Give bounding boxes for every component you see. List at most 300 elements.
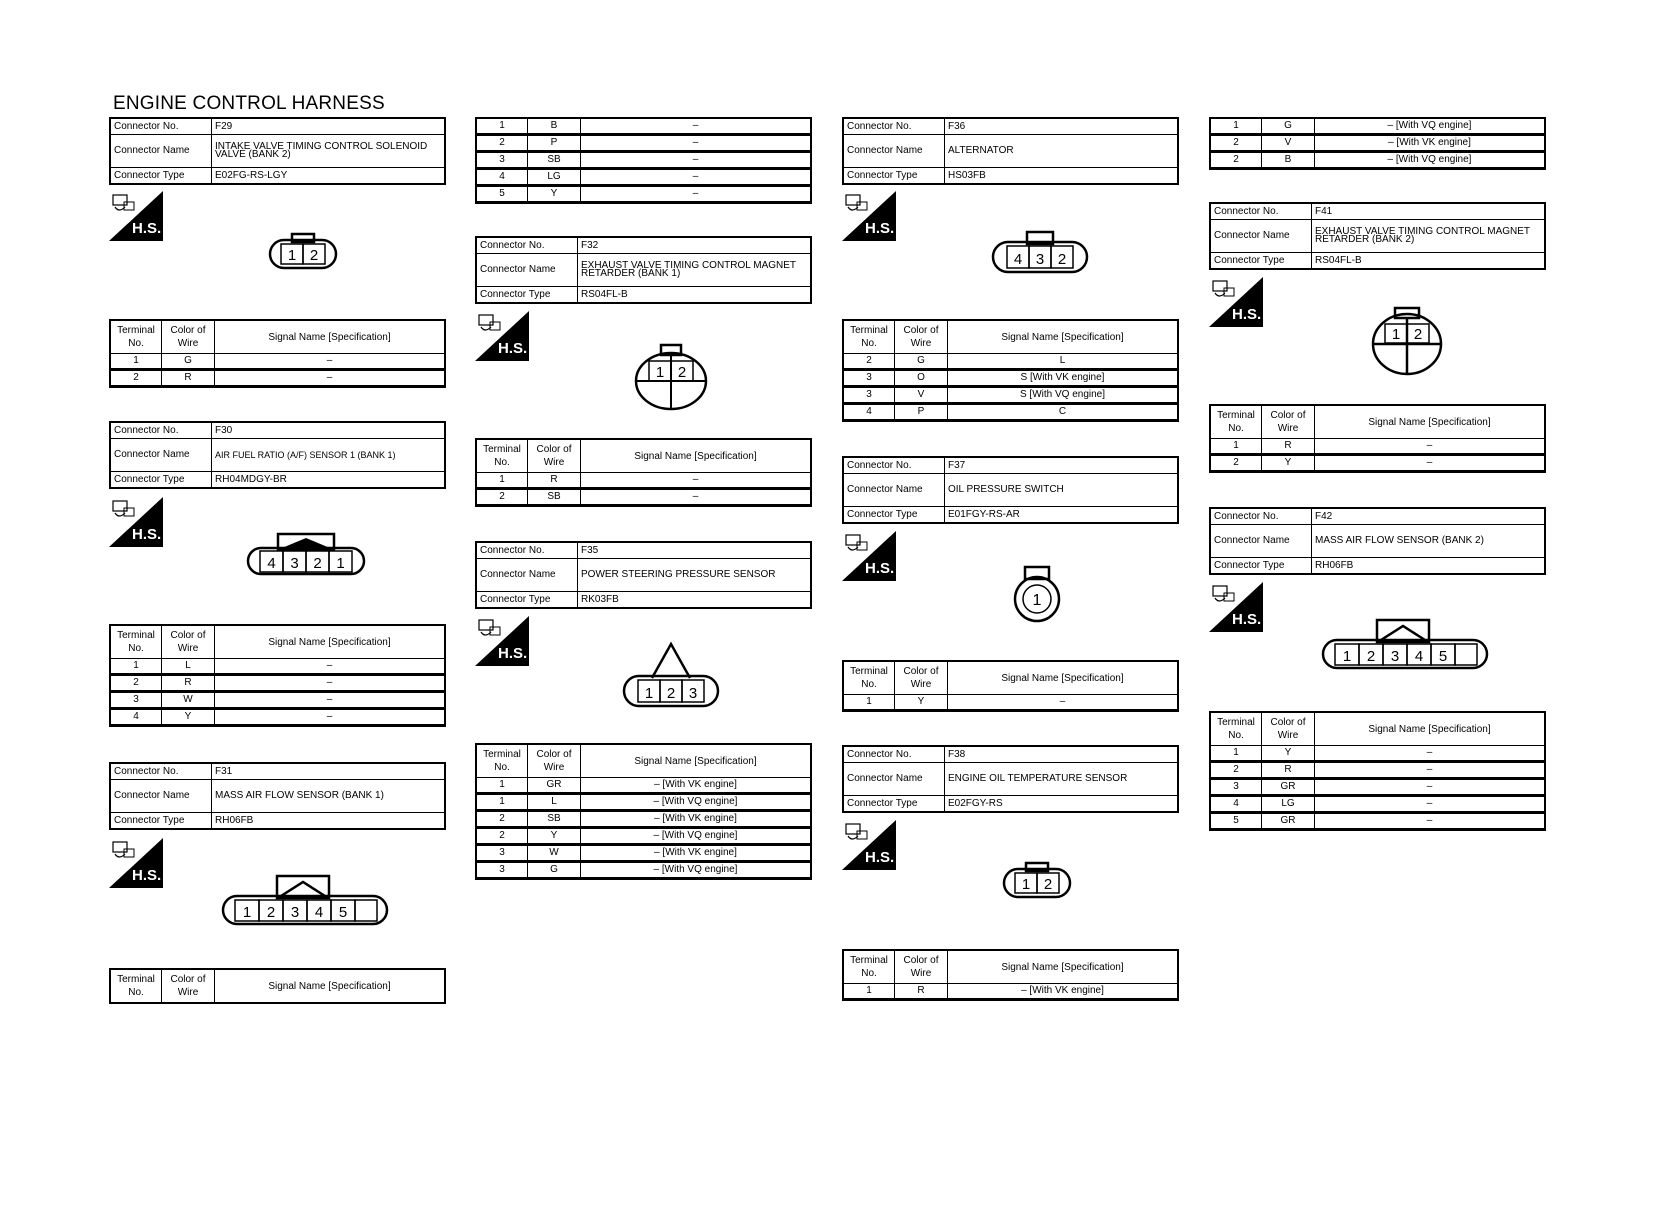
connector-no-label: Connector No. bbox=[843, 746, 945, 763]
terminal-no-header: Terminal No. bbox=[843, 320, 895, 354]
pin-number: 4 bbox=[267, 555, 276, 572]
connector-name-label: Connector Name bbox=[110, 439, 212, 472]
signal-name: – bbox=[215, 354, 446, 370]
terminal-table-f41 bbox=[1209, 404, 1546, 473]
pin-number: 2 bbox=[666, 685, 676, 702]
signal-name: S [With VK engine] bbox=[948, 370, 1179, 387]
connector-face bbox=[1012, 565, 1062, 623]
table-row bbox=[1210, 455, 1545, 472]
terminal-table-f29 bbox=[109, 319, 446, 388]
signal-name: – bbox=[1315, 813, 1546, 830]
terminal-table-f31 bbox=[109, 968, 446, 1004]
terminal-no: 2 bbox=[476, 828, 528, 845]
table-row bbox=[476, 169, 811, 186]
color-header: Color of Wire bbox=[162, 320, 215, 354]
continuation-table bbox=[475, 117, 812, 204]
connector-no-value: F30 bbox=[212, 422, 446, 439]
connector-type-label: Connector Type bbox=[476, 592, 578, 609]
signal-name: – [With VQ engine] bbox=[1315, 152, 1546, 169]
hs-label: H.S. bbox=[865, 560, 895, 577]
pin-number: 2 bbox=[309, 247, 319, 264]
signal-name: – [With VK engine] bbox=[581, 778, 812, 794]
terminal-no: 3 bbox=[110, 692, 162, 709]
signal-header: Signal Name [Specification] bbox=[1315, 712, 1546, 746]
wire-color: Y bbox=[162, 709, 215, 726]
signal-name: – bbox=[581, 169, 812, 186]
signal-header: Signal Name [Specification] bbox=[581, 744, 812, 778]
pin-number: 1 bbox=[287, 247, 297, 264]
hs-label: H.S. bbox=[132, 526, 162, 543]
signal-name: S [With VQ engine] bbox=[948, 387, 1179, 404]
signal-name: – bbox=[581, 135, 812, 152]
wire-color: P bbox=[528, 135, 581, 152]
terminal-no-header: Terminal No. bbox=[110, 625, 162, 659]
terminal-no: 1 bbox=[843, 695, 895, 711]
color-header: Color of Wire bbox=[528, 439, 581, 473]
wire-color: V bbox=[1262, 135, 1315, 152]
signal-name: – bbox=[1315, 779, 1546, 796]
terminal-no: 1 bbox=[110, 659, 162, 675]
connector-type-value: RS04FL-B bbox=[578, 287, 812, 304]
color-header: Color of Wire bbox=[528, 744, 581, 778]
pin-number: 2 bbox=[1043, 876, 1053, 893]
connector-name-label: Connector Name bbox=[476, 559, 578, 592]
wire-color: Y bbox=[1262, 746, 1315, 762]
connector-no-value: F37 bbox=[945, 457, 1179, 474]
connector-face bbox=[221, 874, 389, 928]
table-row bbox=[476, 473, 811, 489]
table-row bbox=[476, 186, 811, 203]
connector-type-label: Connector Type bbox=[110, 472, 212, 489]
connector-type-value: RS04FL-B bbox=[1312, 253, 1546, 270]
pin-number: 2 bbox=[313, 555, 322, 572]
wire-color: Y bbox=[1262, 455, 1315, 472]
table-row bbox=[843, 695, 1178, 711]
wire-color: B bbox=[1262, 152, 1315, 169]
hs-label: H.S. bbox=[132, 867, 162, 884]
pin-number: 1 bbox=[644, 685, 654, 702]
terminal-no: 3 bbox=[843, 370, 895, 387]
table-row bbox=[476, 118, 811, 135]
harness-side-icon bbox=[842, 191, 896, 241]
connector-name-value: INTAKE VALVE TIMING CONTROL SOLENOID VALVE (BANK 2) bbox=[212, 135, 446, 168]
connector-type-value: E02FG-RS-LGY bbox=[212, 168, 446, 185]
connector-name-value: MASS AIR FLOW SENSOR (BANK 1) bbox=[212, 780, 446, 813]
pin-number: 1 bbox=[242, 904, 252, 921]
terminal-no: 4 bbox=[843, 404, 895, 421]
connector-f35 bbox=[475, 541, 812, 609]
wire-color: R bbox=[162, 370, 215, 387]
wire-color: V bbox=[895, 387, 948, 404]
connector-info-table bbox=[109, 117, 446, 185]
wire-color: P bbox=[895, 404, 948, 421]
terminal-no: 2 bbox=[110, 675, 162, 692]
terminal-no: 2 bbox=[1210, 152, 1262, 169]
table-row bbox=[1210, 152, 1545, 169]
connector-no-label: Connector No. bbox=[1210, 508, 1312, 525]
connector-f41 bbox=[1209, 202, 1546, 270]
wire-color: G bbox=[895, 354, 948, 370]
harness-side-icon bbox=[842, 531, 896, 581]
table-row bbox=[110, 659, 445, 675]
terminal-no-header: Terminal No. bbox=[110, 320, 162, 354]
signal-name: – bbox=[581, 489, 812, 506]
signal-name: – bbox=[581, 118, 812, 135]
signal-name: – bbox=[215, 709, 446, 726]
wire-color: Y bbox=[528, 186, 581, 203]
signal-name: – bbox=[215, 692, 446, 709]
terminal-no: 2 bbox=[110, 370, 162, 387]
table-row bbox=[110, 675, 445, 692]
page-title: ENGINE CONTROL HARNESS bbox=[113, 93, 385, 114]
terminal-table-f32 bbox=[475, 438, 812, 507]
connector-f36 bbox=[842, 117, 1179, 185]
connector-type-value: RH04MDGY-BR bbox=[212, 472, 446, 489]
connector-no-label: Connector No. bbox=[1210, 203, 1312, 220]
table-row bbox=[110, 692, 445, 709]
hs-label: H.S. bbox=[1232, 306, 1262, 323]
pin-number: 1 bbox=[655, 364, 665, 381]
terminal-no-header: Terminal No. bbox=[1210, 405, 1262, 439]
terminal-no: 1 bbox=[1210, 439, 1262, 455]
signal-name: – bbox=[1315, 455, 1546, 472]
connector-face bbox=[1370, 306, 1444, 376]
table-row bbox=[843, 387, 1178, 404]
connector-diagram-f30 bbox=[246, 532, 366, 583]
signal-name: – bbox=[1315, 796, 1546, 813]
pin-number: 4 bbox=[1013, 251, 1023, 268]
table-row bbox=[1210, 796, 1545, 813]
connector-type-value: HS03FB bbox=[945, 168, 1179, 185]
terminal-no: 1 bbox=[476, 118, 528, 135]
signal-header: Signal Name [Specification] bbox=[948, 661, 1179, 695]
terminal-no: 3 bbox=[476, 862, 528, 879]
signal-name: – bbox=[215, 675, 446, 692]
connector-face bbox=[1321, 618, 1489, 672]
terminal-table-f38 bbox=[842, 949, 1179, 1001]
terminal-table-f36 bbox=[842, 319, 1179, 422]
terminal-no: 2 bbox=[476, 811, 528, 828]
table-row bbox=[843, 370, 1178, 387]
terminal-no: 2 bbox=[843, 354, 895, 370]
pin-number: 2 bbox=[1366, 648, 1376, 665]
hs-label: H.S. bbox=[865, 220, 895, 237]
terminal-table-f35 bbox=[475, 743, 812, 880]
connector-name-label: Connector Name bbox=[843, 763, 945, 796]
connector-f30 bbox=[109, 421, 446, 489]
wire-color: GR bbox=[528, 778, 581, 794]
table-row bbox=[843, 984, 1178, 1000]
color-header: Color of Wire bbox=[1262, 712, 1315, 746]
connector-diagram-f32 bbox=[634, 341, 708, 416]
terminal-no: 2 bbox=[1210, 762, 1262, 779]
connector-no-value: F31 bbox=[212, 763, 446, 780]
hs-label: H.S. bbox=[132, 220, 162, 237]
connector-type-value: E02FGY-RS bbox=[945, 796, 1179, 813]
hs-label: H.S. bbox=[498, 645, 528, 662]
connector-name-value: MASS AIR FLOW SENSOR (BANK 2) bbox=[1312, 525, 1546, 558]
terminal-no-header: Terminal No. bbox=[476, 744, 528, 778]
table-row bbox=[1210, 135, 1545, 152]
wire-color: Y bbox=[895, 695, 948, 711]
connector-no-label: Connector No. bbox=[476, 542, 578, 559]
wire-color: R bbox=[1262, 439, 1315, 455]
harness-side-icon bbox=[842, 820, 896, 870]
table-row bbox=[110, 370, 445, 387]
signal-name: – [With VQ engine] bbox=[581, 828, 812, 845]
terminal-no: 1 bbox=[843, 984, 895, 1000]
connector-face bbox=[991, 230, 1089, 276]
pin-number: 3 bbox=[290, 555, 299, 572]
connector-f31 bbox=[109, 762, 446, 830]
color-header: Color of Wire bbox=[162, 969, 215, 1003]
pin-number: 4 bbox=[1414, 648, 1424, 665]
pin-number: 5 bbox=[1438, 648, 1448, 665]
connector-name-label: Connector Name bbox=[110, 780, 212, 813]
terminal-no: 2 bbox=[476, 489, 528, 506]
terminal-no-header: Terminal No. bbox=[843, 661, 895, 695]
connector-f29 bbox=[109, 117, 446, 185]
wire-color: W bbox=[528, 845, 581, 862]
pin-number: 1 bbox=[336, 555, 345, 572]
connector-no-label: Connector No. bbox=[843, 457, 945, 474]
table-row bbox=[476, 152, 811, 169]
harness-side-icon bbox=[109, 191, 163, 241]
terminal-no: 2 bbox=[1210, 455, 1262, 472]
wire-color: G bbox=[528, 862, 581, 879]
wire-color: L bbox=[528, 794, 581, 811]
signal-header: Signal Name [Specification] bbox=[215, 625, 446, 659]
signal-name: – [With VK engine] bbox=[581, 811, 812, 828]
table-row bbox=[1210, 746, 1545, 762]
connector-type-label: Connector Type bbox=[843, 507, 945, 524]
connector-no-value: F29 bbox=[212, 118, 446, 135]
table-row bbox=[476, 489, 811, 506]
pin-number: 1 bbox=[1391, 326, 1401, 343]
wire-color: G bbox=[162, 354, 215, 370]
signal-name: – bbox=[215, 659, 446, 675]
wire-color: SB bbox=[528, 811, 581, 828]
harness-side-icon bbox=[475, 311, 529, 361]
table-row bbox=[1210, 762, 1545, 779]
terminal-table-f30 bbox=[109, 624, 446, 727]
connector-diagram-f41 bbox=[1370, 306, 1444, 381]
connector-diagram-f29 bbox=[268, 232, 338, 277]
signal-name: – bbox=[581, 152, 812, 169]
pin-number: 3 bbox=[1390, 648, 1400, 665]
connector-f32 bbox=[475, 236, 812, 304]
connector-type-value: E01FGY-RS-AR bbox=[945, 507, 1179, 524]
connector-type-label: Connector Type bbox=[843, 168, 945, 185]
hs-label: H.S. bbox=[1232, 611, 1262, 628]
terminal-no: 3 bbox=[843, 387, 895, 404]
wire-color: R bbox=[162, 675, 215, 692]
connector-type-label: Connector Type bbox=[1210, 558, 1312, 575]
connector-diagram-f31 bbox=[221, 874, 389, 933]
color-header: Color of Wire bbox=[895, 320, 948, 354]
wire-color: Y bbox=[528, 828, 581, 845]
connector-no-value: F42 bbox=[1312, 508, 1546, 525]
pin-number: 1 bbox=[1032, 592, 1042, 609]
signal-name: L bbox=[948, 354, 1179, 370]
connector-diagram-f37 bbox=[1012, 565, 1062, 628]
connector-diagram-f38 bbox=[1002, 861, 1072, 906]
terminal-table-f37 bbox=[842, 660, 1179, 712]
pin-number: 3 bbox=[1035, 251, 1045, 268]
table-row bbox=[843, 354, 1178, 370]
wire-color: G bbox=[1262, 118, 1315, 135]
connector-name-label: Connector Name bbox=[1210, 525, 1312, 558]
connector-name-label: Connector Name bbox=[476, 254, 578, 287]
wire-color: R bbox=[1262, 762, 1315, 779]
terminal-no: 2 bbox=[1210, 135, 1262, 152]
connector-name-value: AIR FUEL RATIO (A/F) SENSOR 1 (BANK 1) bbox=[212, 439, 446, 472]
table-row bbox=[1210, 779, 1545, 796]
wire-color: R bbox=[528, 473, 581, 489]
signal-name: – bbox=[215, 370, 446, 387]
connector-type-label: Connector Type bbox=[476, 287, 578, 304]
continuation-table bbox=[1209, 117, 1546, 170]
connector-diagram-f36 bbox=[991, 230, 1089, 281]
harness-side-icon bbox=[1209, 582, 1263, 632]
signal-name: – bbox=[581, 186, 812, 203]
connector-name-value: EXHAUST VALVE TIMING CONTROL MAGNET RETARDER (BANK 1) bbox=[578, 254, 812, 287]
connector-type-value: RH06FB bbox=[1312, 558, 1546, 575]
terminal-no-header: Terminal No. bbox=[476, 439, 528, 473]
table-row bbox=[476, 778, 811, 794]
terminal-no: 3 bbox=[1210, 779, 1262, 796]
table-row bbox=[110, 354, 445, 370]
wire-color: L bbox=[162, 659, 215, 675]
pin-number: 2 bbox=[677, 364, 687, 381]
terminal-no-header: Terminal No. bbox=[843, 950, 895, 984]
terminal-no: 3 bbox=[476, 845, 528, 862]
signal-name: – [With VQ engine] bbox=[581, 862, 812, 879]
signal-name: – bbox=[1315, 439, 1546, 455]
pin-number: 1 bbox=[1021, 876, 1031, 893]
signal-name: – [With VK engine] bbox=[948, 984, 1179, 1000]
hs-label: H.S. bbox=[865, 849, 895, 866]
color-header: Color of Wire bbox=[895, 950, 948, 984]
harness-side-icon bbox=[109, 497, 163, 547]
connector-name-value: OIL PRESSURE SWITCH bbox=[945, 474, 1179, 507]
connector-type-label: Connector Type bbox=[110, 168, 212, 185]
terminal-no: 4 bbox=[1210, 796, 1262, 813]
terminal-no: 1 bbox=[110, 354, 162, 370]
table-row bbox=[476, 862, 811, 879]
connector-name-value: ALTERNATOR bbox=[945, 135, 1179, 168]
terminal-no: 4 bbox=[476, 169, 528, 186]
connector-no-label: Connector No. bbox=[110, 118, 212, 135]
hs-label: H.S. bbox=[498, 340, 528, 357]
connector-diagram-f35 bbox=[622, 640, 720, 715]
connector-name-label: Connector Name bbox=[1210, 220, 1312, 253]
terminal-table-f42 bbox=[1209, 711, 1546, 831]
wire-color: W bbox=[162, 692, 215, 709]
wire-color: R bbox=[895, 984, 948, 1000]
connector-type-label: Connector Type bbox=[843, 796, 945, 813]
connector-face bbox=[622, 640, 720, 710]
connector-no-value: F35 bbox=[578, 542, 812, 559]
connector-f37 bbox=[842, 456, 1179, 524]
connector-f42 bbox=[1209, 507, 1546, 575]
terminal-no: 5 bbox=[1210, 813, 1262, 830]
harness-side-icon bbox=[109, 838, 163, 888]
terminal-no: 1 bbox=[476, 778, 528, 794]
wire-color: GR bbox=[1262, 779, 1315, 796]
pin-number: 2 bbox=[266, 904, 276, 921]
connector-diagram-f42 bbox=[1321, 618, 1489, 677]
terminal-no: 5 bbox=[476, 186, 528, 203]
table-row bbox=[1210, 439, 1545, 455]
pin-number: 5 bbox=[338, 904, 348, 921]
signal-header: Signal Name [Specification] bbox=[215, 969, 446, 1003]
connector-type-label: Connector Type bbox=[1210, 253, 1312, 270]
connector-f38 bbox=[842, 745, 1179, 813]
connector-name-value: POWER STEERING PRESSURE SENSOR bbox=[578, 559, 812, 592]
terminal-no-header: Terminal No. bbox=[110, 969, 162, 1003]
signal-name: C bbox=[948, 404, 1179, 421]
table-row bbox=[843, 404, 1178, 421]
terminal-no: 4 bbox=[110, 709, 162, 726]
signal-name: – bbox=[1315, 746, 1546, 762]
table-row bbox=[476, 828, 811, 845]
signal-name: – bbox=[1315, 762, 1546, 779]
signal-header: Signal Name [Specification] bbox=[581, 439, 812, 473]
pin-number: 3 bbox=[688, 685, 698, 702]
pin-number: 4 bbox=[314, 904, 324, 921]
table-row bbox=[476, 845, 811, 862]
signal-name: – bbox=[948, 695, 1179, 711]
signal-header: Signal Name [Specification] bbox=[948, 320, 1179, 354]
connector-no-value: F36 bbox=[945, 118, 1179, 135]
wire-color: B bbox=[528, 118, 581, 135]
connector-name-value: ENGINE OIL TEMPERATURE SENSOR bbox=[945, 763, 1179, 796]
signal-name: – bbox=[581, 473, 812, 489]
color-header: Color of Wire bbox=[1262, 405, 1315, 439]
pin-number: 2 bbox=[1057, 251, 1067, 268]
pin-number: 2 bbox=[1413, 326, 1423, 343]
connector-no-label: Connector No. bbox=[843, 118, 945, 135]
signal-name: – [With VQ engine] bbox=[581, 794, 812, 811]
terminal-no-header: Terminal No. bbox=[1210, 712, 1262, 746]
signal-header: Signal Name [Specification] bbox=[948, 950, 1179, 984]
table-row bbox=[1210, 118, 1545, 135]
signal-name: – [With VQ engine] bbox=[1315, 118, 1546, 135]
connector-name-label: Connector Name bbox=[843, 474, 945, 507]
table-row bbox=[476, 135, 811, 152]
connector-name-label: Connector Name bbox=[110, 135, 212, 168]
color-header: Color of Wire bbox=[895, 661, 948, 695]
connector-face bbox=[634, 341, 708, 411]
terminal-no: 1 bbox=[1210, 746, 1262, 762]
connector-no-label: Connector No. bbox=[476, 237, 578, 254]
connector-face bbox=[268, 232, 338, 272]
table-row bbox=[476, 811, 811, 828]
pin-number: 3 bbox=[290, 904, 300, 921]
connector-name-label: Connector Name bbox=[843, 135, 945, 168]
wire-color: GR bbox=[1262, 813, 1315, 830]
wire-color: LG bbox=[1262, 796, 1315, 813]
connector-no-value: F38 bbox=[945, 746, 1179, 763]
wire-color: SB bbox=[528, 152, 581, 169]
terminal-no: 1 bbox=[1210, 118, 1262, 135]
terminal-no: 2 bbox=[476, 135, 528, 152]
terminal-no: 1 bbox=[476, 473, 528, 489]
color-header: Color of Wire bbox=[162, 625, 215, 659]
wire-color: O bbox=[895, 370, 948, 387]
connector-type-value: RK03FB bbox=[578, 592, 812, 609]
